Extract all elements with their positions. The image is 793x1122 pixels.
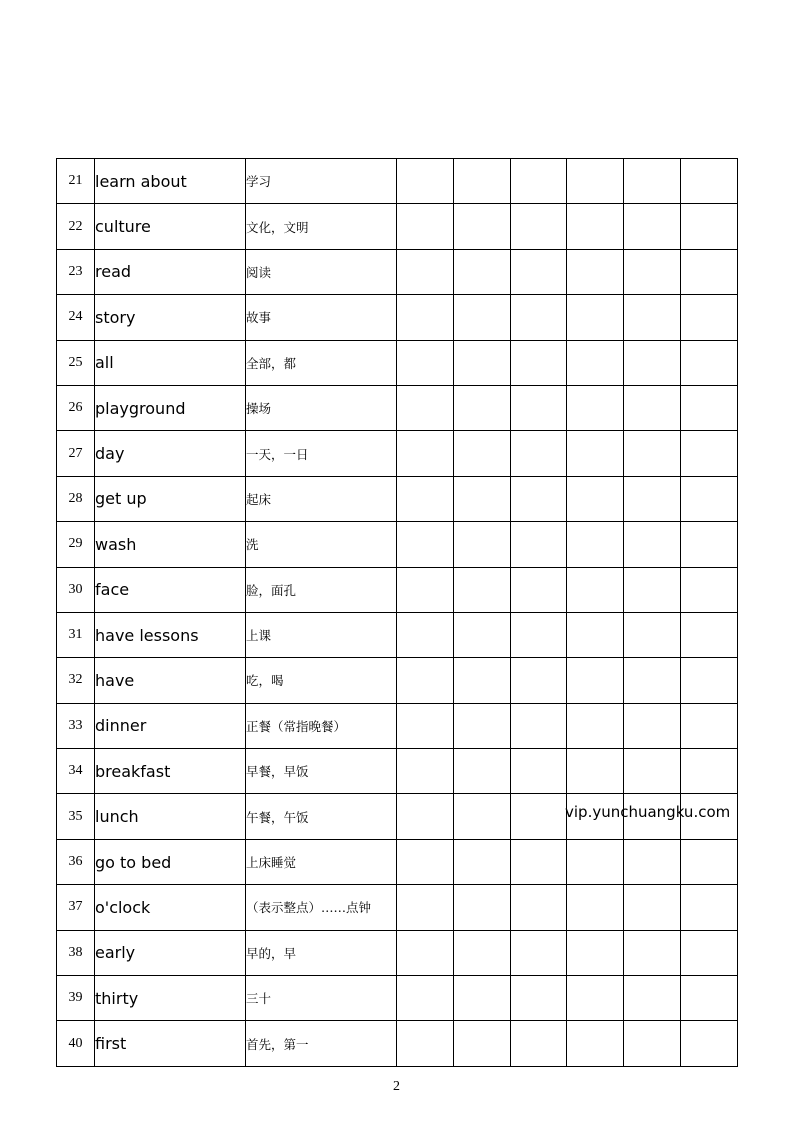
chinese-meaning: 学习 xyxy=(246,159,397,204)
chinese-meaning: 阅读 xyxy=(246,249,397,294)
practice-cell xyxy=(567,476,624,521)
practice-cell xyxy=(453,794,510,839)
practice-cell xyxy=(453,976,510,1021)
practice-cell xyxy=(397,839,454,884)
practice-cell xyxy=(453,567,510,612)
practice-cell xyxy=(624,976,681,1021)
practice-cell xyxy=(397,976,454,1021)
practice-cell xyxy=(624,249,681,294)
practice-cell xyxy=(567,930,624,975)
practice-cell xyxy=(397,658,454,703)
practice-cell xyxy=(681,522,738,567)
table-row xyxy=(57,885,738,930)
practice-cell xyxy=(397,885,454,930)
practice-cell xyxy=(453,476,510,521)
practice-cell xyxy=(624,295,681,340)
chinese-meaning: 午餐，午饭 xyxy=(246,794,397,839)
chinese-meaning: 一天，一日 xyxy=(246,431,397,476)
practice-cell xyxy=(510,930,567,975)
table-row xyxy=(57,1021,738,1066)
practice-cell xyxy=(681,885,738,930)
practice-cell xyxy=(453,385,510,430)
practice-cell xyxy=(624,839,681,884)
table-row xyxy=(57,749,738,794)
english-word: culture xyxy=(95,204,246,249)
practice-cell xyxy=(681,1021,738,1066)
table-row xyxy=(57,930,738,975)
chinese-meaning: 脸，面孔 xyxy=(246,567,397,612)
chinese-meaning: 上床睡觉 xyxy=(246,839,397,884)
chinese-meaning: 吃，喝 xyxy=(246,658,397,703)
row-number: 30 xyxy=(57,567,95,612)
practice-cell xyxy=(567,431,624,476)
watermark-text: vip.yunchuangku.com xyxy=(565,803,731,821)
practice-cell xyxy=(567,749,624,794)
practice-cell xyxy=(397,794,454,839)
practice-cell xyxy=(453,522,510,567)
vocabulary-table xyxy=(56,158,738,1067)
row-number: 32 xyxy=(57,658,95,703)
english-word: playground xyxy=(95,385,246,430)
practice-cell xyxy=(567,839,624,884)
practice-cell xyxy=(453,839,510,884)
practice-cell xyxy=(510,749,567,794)
practice-cell xyxy=(510,204,567,249)
practice-cell xyxy=(681,340,738,385)
practice-cell xyxy=(567,522,624,567)
row-number: 38 xyxy=(57,930,95,975)
practice-cell xyxy=(453,658,510,703)
english-word: story xyxy=(95,295,246,340)
practice-cell xyxy=(624,749,681,794)
practice-cell xyxy=(681,431,738,476)
english-word: thirty xyxy=(95,976,246,1021)
practice-cell xyxy=(510,1021,567,1066)
practice-cell xyxy=(681,295,738,340)
practice-cell xyxy=(624,703,681,748)
practice-cell xyxy=(567,204,624,249)
page-number: 2 xyxy=(393,1079,400,1094)
practice-cell xyxy=(624,159,681,204)
practice-cell xyxy=(567,295,624,340)
row-number: 39 xyxy=(57,976,95,1021)
table-row xyxy=(57,658,738,703)
row-number: 27 xyxy=(57,431,95,476)
practice-cell xyxy=(681,567,738,612)
table-row xyxy=(57,612,738,657)
chinese-meaning: 上课 xyxy=(246,612,397,657)
chinese-meaning: 首先，第一 xyxy=(246,1021,397,1066)
practice-cell xyxy=(510,522,567,567)
table-row xyxy=(57,385,738,430)
practice-cell xyxy=(681,658,738,703)
practice-cell xyxy=(624,522,681,567)
practice-cell xyxy=(681,476,738,521)
row-number: 31 xyxy=(57,612,95,657)
row-number: 25 xyxy=(57,340,95,385)
practice-cell xyxy=(567,567,624,612)
practice-cell xyxy=(453,431,510,476)
row-number: 36 xyxy=(57,839,95,884)
practice-cell xyxy=(681,930,738,975)
practice-cell xyxy=(453,885,510,930)
practice-cell xyxy=(681,749,738,794)
practice-cell xyxy=(397,1021,454,1066)
table-row xyxy=(57,295,738,340)
chinese-meaning: 早餐，早饭 xyxy=(246,749,397,794)
chinese-meaning: 操场 xyxy=(246,385,397,430)
row-number: 22 xyxy=(57,204,95,249)
practice-cell xyxy=(510,159,567,204)
practice-cell xyxy=(510,385,567,430)
row-number: 28 xyxy=(57,476,95,521)
table-row xyxy=(57,249,738,294)
practice-cell xyxy=(624,204,681,249)
english-word: wash xyxy=(95,522,246,567)
table-row xyxy=(57,340,738,385)
practice-cell xyxy=(510,567,567,612)
practice-cell xyxy=(681,839,738,884)
row-number: 35 xyxy=(57,794,95,839)
practice-cell xyxy=(681,385,738,430)
practice-cell xyxy=(453,749,510,794)
practice-cell xyxy=(624,612,681,657)
practice-cell xyxy=(510,249,567,294)
practice-cell xyxy=(624,930,681,975)
practice-cell xyxy=(681,204,738,249)
practice-cell xyxy=(397,703,454,748)
practice-cell xyxy=(567,1021,624,1066)
chinese-meaning: 全部，都 xyxy=(246,340,397,385)
english-word: read xyxy=(95,249,246,294)
row-number: 34 xyxy=(57,749,95,794)
vocabulary-table-body xyxy=(57,159,738,1067)
english-word: dinner xyxy=(95,703,246,748)
practice-cell xyxy=(567,885,624,930)
practice-cell xyxy=(681,159,738,204)
practice-cell xyxy=(397,522,454,567)
practice-cell xyxy=(510,431,567,476)
practice-cell xyxy=(624,658,681,703)
practice-cell xyxy=(681,612,738,657)
practice-cell xyxy=(510,976,567,1021)
practice-cell xyxy=(510,703,567,748)
practice-cell xyxy=(624,476,681,521)
practice-cell xyxy=(567,703,624,748)
row-number: 24 xyxy=(57,295,95,340)
practice-cell xyxy=(624,340,681,385)
practice-cell xyxy=(681,703,738,748)
practice-cell xyxy=(624,567,681,612)
practice-cell xyxy=(397,385,454,430)
row-number: 33 xyxy=(57,703,95,748)
practice-cell xyxy=(624,1021,681,1066)
table-row xyxy=(57,431,738,476)
chinese-meaning: 起床 xyxy=(246,476,397,521)
practice-cell xyxy=(681,249,738,294)
practice-cell xyxy=(397,295,454,340)
practice-cell xyxy=(397,567,454,612)
table-row xyxy=(57,159,738,204)
row-number: 40 xyxy=(57,1021,95,1066)
practice-cell xyxy=(453,159,510,204)
practice-cell xyxy=(397,749,454,794)
practice-cell xyxy=(510,612,567,657)
english-word: go to bed xyxy=(95,839,246,884)
practice-cell xyxy=(510,476,567,521)
row-number: 21 xyxy=(57,159,95,204)
practice-cell xyxy=(453,930,510,975)
table-row xyxy=(57,567,738,612)
table-row xyxy=(57,204,738,249)
practice-cell xyxy=(681,976,738,1021)
practice-cell xyxy=(567,612,624,657)
practice-cell xyxy=(453,703,510,748)
practice-cell xyxy=(453,204,510,249)
practice-cell xyxy=(624,885,681,930)
row-number: 23 xyxy=(57,249,95,294)
practice-cell xyxy=(397,612,454,657)
practice-cell xyxy=(453,249,510,294)
practice-cell xyxy=(453,1021,510,1066)
practice-cell xyxy=(567,385,624,430)
practice-cell xyxy=(567,658,624,703)
practice-cell xyxy=(397,159,454,204)
practice-cell xyxy=(397,431,454,476)
practice-cell xyxy=(624,431,681,476)
table-row xyxy=(57,703,738,748)
practice-cell xyxy=(510,839,567,884)
table-row xyxy=(57,839,738,884)
chinese-meaning: 早的，早 xyxy=(246,930,397,975)
table-row xyxy=(57,522,738,567)
practice-cell xyxy=(510,340,567,385)
practice-cell xyxy=(397,476,454,521)
english-word: have xyxy=(95,658,246,703)
practice-cell xyxy=(510,794,567,839)
practice-cell xyxy=(397,930,454,975)
practice-cell xyxy=(453,340,510,385)
english-word: o'clock xyxy=(95,885,246,930)
practice-cell xyxy=(567,249,624,294)
practice-cell xyxy=(453,295,510,340)
row-number: 29 xyxy=(57,522,95,567)
practice-cell xyxy=(397,340,454,385)
practice-cell xyxy=(567,159,624,204)
row-number: 37 xyxy=(57,885,95,930)
table-row xyxy=(57,476,738,521)
english-word: all xyxy=(95,340,246,385)
practice-cell xyxy=(510,658,567,703)
english-word: day xyxy=(95,431,246,476)
practice-cell xyxy=(453,612,510,657)
english-word: face xyxy=(95,567,246,612)
practice-cell xyxy=(510,295,567,340)
practice-cell xyxy=(567,340,624,385)
practice-cell xyxy=(397,204,454,249)
english-word: early xyxy=(95,930,246,975)
practice-cell xyxy=(510,885,567,930)
english-word: lunch xyxy=(95,794,246,839)
chinese-meaning: 正餐（常指晚餐） xyxy=(246,703,397,748)
practice-cell xyxy=(397,249,454,294)
english-word: learn about xyxy=(95,159,246,204)
english-word: have lessons xyxy=(95,612,246,657)
chinese-meaning: 洗 xyxy=(246,522,397,567)
english-word: breakfast xyxy=(95,749,246,794)
practice-cell xyxy=(567,976,624,1021)
row-number: 26 xyxy=(57,385,95,430)
chinese-meaning: 故事 xyxy=(246,295,397,340)
english-word: get up xyxy=(95,476,246,521)
chinese-meaning: （表示整点）……点钟 xyxy=(246,885,397,930)
chinese-meaning: 文化，文明 xyxy=(246,204,397,249)
chinese-meaning: 三十 xyxy=(246,976,397,1021)
table-row xyxy=(57,976,738,1021)
english-word: first xyxy=(95,1021,246,1066)
practice-cell xyxy=(624,385,681,430)
